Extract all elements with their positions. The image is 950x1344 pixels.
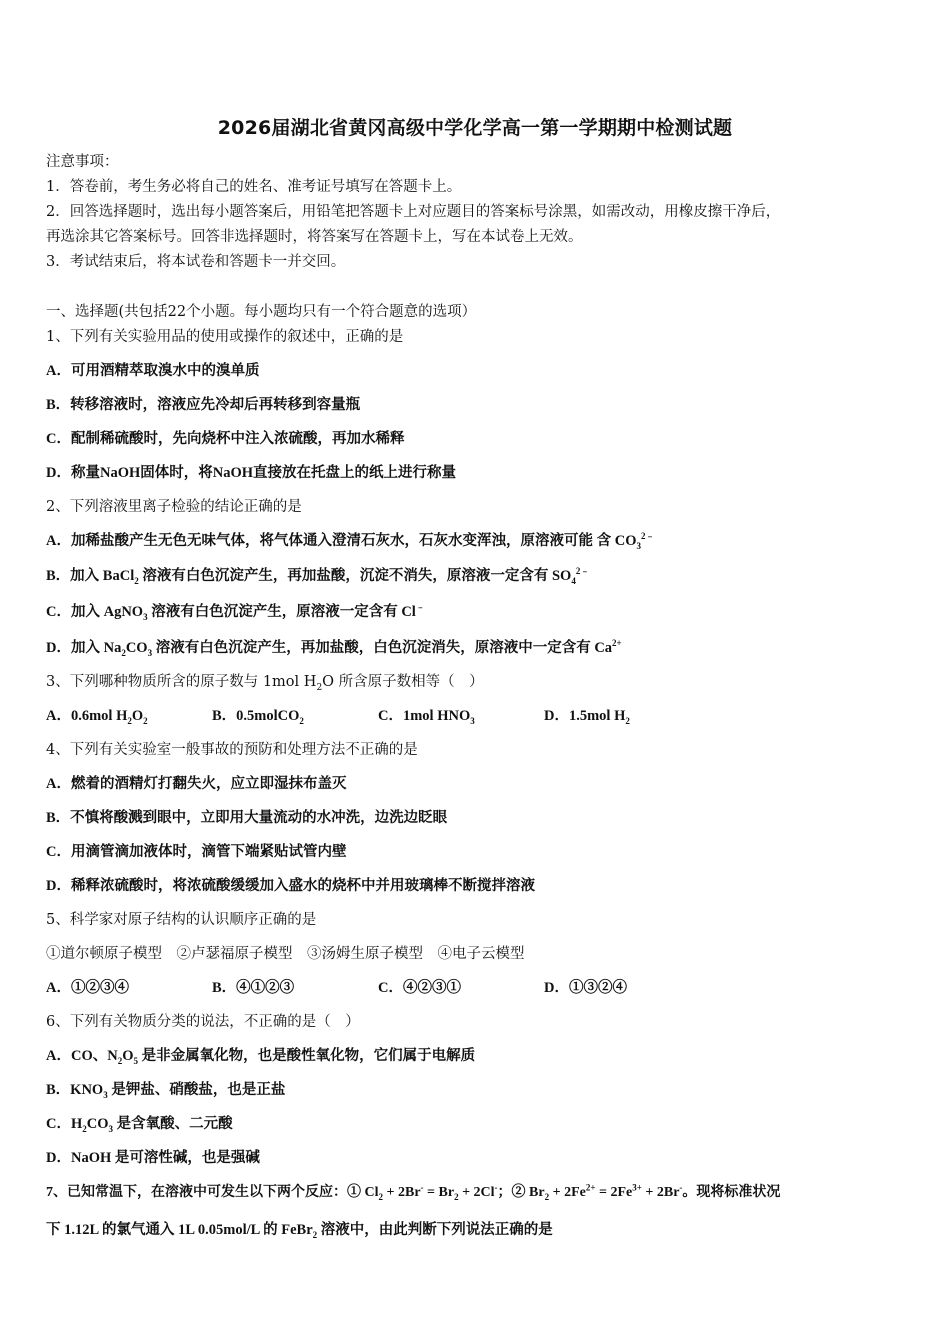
notice-heading: 注意事项： xyxy=(46,154,119,170)
q1-option-a: A．可用酒精萃取溴水中的溴单质 xyxy=(46,363,260,379)
q2-stem: 2、下列溶液里离子检验的结论正确的是 xyxy=(46,499,302,515)
q4-option-c: C．用滴管滴加液体时，滴管下端紧贴试管内壁 xyxy=(46,844,347,860)
q2-option-b: B．加入 BaCl$_2$ 溶液有白色沉淀产生，再加盐酸，沉淀不消失，原溶液一定含有 $SO_4^{2﹣}$ xyxy=(46,566,590,586)
q3-option-b: B．0.5molCO$_2$ xyxy=(212,708,304,726)
q5-option-b: B．④①②③ xyxy=(212,980,295,996)
q5-option-a: A．①②③④ xyxy=(46,980,129,996)
notice-item-1: 1．答卷前，考生务必将自己的姓名、准考证号填写在答题卡上。 xyxy=(46,179,462,195)
q7-stem-line-1: 7、已知常温下，在溶液中可发生以下两个反应：① $Cl_2 + 2Br^- = Br_2 + 2Cl^-$；② $Br_2 + 2Fe^{2+} = 2Fe^{3+} + 2Br^-$。现将标准状况 xyxy=(46,1182,781,1202)
q5-option-c: C．④②③① xyxy=(378,980,461,996)
q5-items: ①道尔顿原子模型 ②卢瑟福原子模型 ③汤姆生原子模型 ④电子云模型 xyxy=(46,946,525,962)
q1-option-d: D．称量NaOH固体时，将NaOH直接放在托盘上的纸上进行称量 xyxy=(46,465,457,481)
q6-option-c: C．$H_2CO_3$ 是含氧酸、二元酸 xyxy=(46,1116,233,1134)
q4-option-d: D．稀释浓硫酸时，将浓硫酸缓缓加入盛水的烧杯中并用玻璃棒不断搅拌溶液 xyxy=(46,878,535,894)
q6-stem: 6、下列有关物质分类的说法，不正确的是（ ） xyxy=(46,1014,360,1030)
q3-stem: 3、下列哪种物质所含的原子数与 1mol $H_2O$ 所含原子数相等（ ） xyxy=(46,674,484,693)
q6-option-d: D．NaOH 是可溶性碱，也是强碱 xyxy=(46,1150,260,1166)
q2-option-a: A．加稀盐酸产生无色无味气体，将气体通入澄清石灰水，石灰水变浑浊，原溶液可能 含 $CO_3^{2﹣}$ xyxy=(46,531,655,551)
notice-item-2: 2．回答选择题时，选出每小题答案后，用铅笔把答题卡上对应题目的答案标号涂黑，如需改动，用橡皮擦干净后， xyxy=(46,204,781,220)
page-title: 2026届湖北省黄冈高级中学化学高一第一学期期中检测试题 xyxy=(217,117,733,139)
q3-options xyxy=(46,706,630,726)
q6-option-b: B．$KNO_3$ 是钾盐、硝酸盐，也是正盐 xyxy=(46,1082,286,1100)
q2-option-d: D．加入 $Na_2CO_3$ 溶液有白色沉淀产生，再加盐酸，白色沉淀消失，原溶液中一定含有 $Ca^{2+}$ xyxy=(46,638,622,658)
q1-option-b: B．转移溶液时，溶液应先冷却后再转移到容量瓶 xyxy=(46,397,361,413)
q4-option-b: B．不慎将酸溅到眼中，立即用大量流动的水冲洗，边洗边眨眼 xyxy=(46,810,448,826)
q7-stem-line-2: 下 1.12L 的氯气通入 1L 0.05mol/L 的 FeBr$_2$ 溶液中，由此判断下列说法正确的是 xyxy=(46,1222,553,1240)
q2-option-c: C．加入 AgNO$_3$ 溶液有白色沉淀产生，原溶液一定含有 Cl﹣ xyxy=(46,602,425,622)
q1-option-c: C．配制稀硫酸时，先向烧杯中注入浓硫酸，再加水稀释 xyxy=(46,431,405,447)
notice-item-2-cont: 再选涂其它答案标号。回答非选择题时，将答案写在答题卡上，写在本试卷上无效。 xyxy=(46,229,583,245)
q3-option-d: D．1.5mol $H_2$ xyxy=(544,708,630,726)
section-heading: 一、选择题(共包括22个小题。每小题均只有一个符合题意的选项） xyxy=(46,304,477,320)
q5-stem: 5、科学家对原子结构的认识顺序正确的是 xyxy=(46,912,317,928)
q4-stem: 4、下列有关实验室一般事故的预防和处理方法不正确的是 xyxy=(46,742,418,758)
q1-stem: 1、下列有关实验用品的使用或操作的叙述中，正确的是 xyxy=(46,329,404,345)
q3-option-a: A．0.6mol $H_2O_2$ xyxy=(46,708,148,726)
q6-option-a: A．CO、$N_2O_5$ 是非金属氧化物，也是酸性氧化物，它们属于电解质 xyxy=(46,1048,476,1066)
q5-option-d: D．①③②④ xyxy=(544,980,627,996)
notice-item-3: 3．考试结束后，将本试卷和答题卡一并交回。 xyxy=(46,254,346,270)
q3-option-c: C．1mol $HNO_3$ xyxy=(378,708,475,726)
q4-option-a: A．燃着的酒精灯打翻失火，应立即湿抹布盖灭 xyxy=(46,776,347,792)
q5-options xyxy=(46,978,627,998)
